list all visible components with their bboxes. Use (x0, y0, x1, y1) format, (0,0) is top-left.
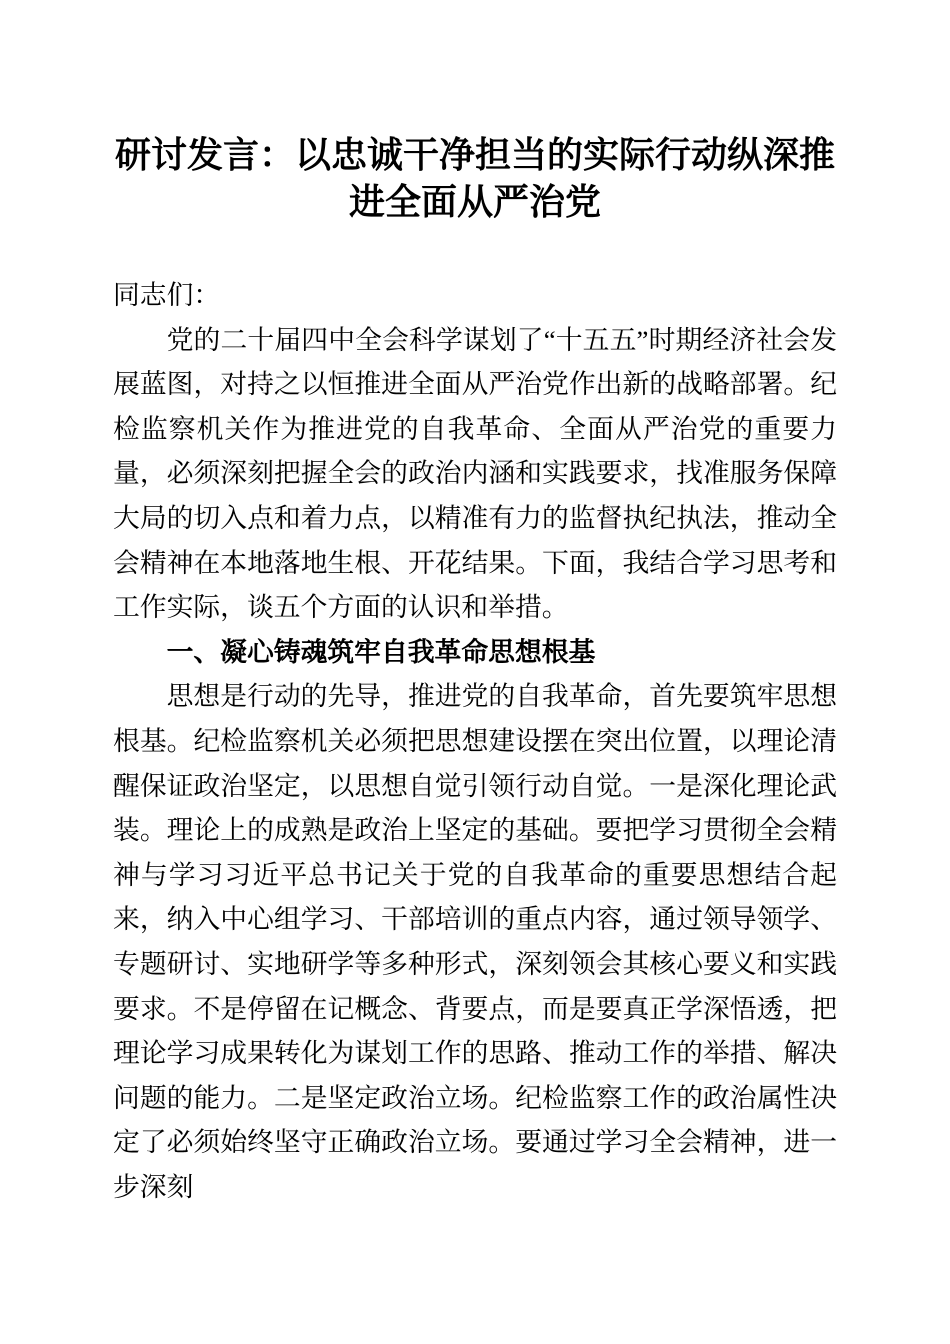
section-1-body: 思想是行动的先导，推进党的自我革命，首先要筑牢思想根基。纪检监察机关必须把思想建设摆在突出位置，以理论清醒保证政治坚定，以思想自觉引领行动自觉。一是深化理论武装。理论上的成熟是政治上坚定的基础。要把学习贯彻全会精神与学习习近平总书记关于党的自我革命的重要思想结合起来，纳入中心组学习、干部培训的重点内容，通过领导领学、专题研讨、实地研学等多种形式，深刻领会其核心要义和实践要求。不是停留在记概念、背要点，而是要真正学深悟透，把理论学习成果转化为谋划工作的思路、推动工作的举措、解决问题的能力。二是坚定政治立场。纪检监察工作的政治属性决定了必须始终坚守正确政治立场。要通过学习全会精神，进一步深刻 (113, 681, 837, 1202)
intro-paragraph: 党的二十届四中全会科学谋划了“十五五”时期经济社会发展蓝图，对持之以恒推进全面从严治党作出新的战略部署。纪检监察机关作为推进党的自我革命、全面从严治党的重要力量，必须深刻把握全会的政治内涵和实践要求，找准服务保障大局的切入点和着力点，以精准有力的监督执纪执法，推动全会精神在本地落地生根、开花结果。下面，我结合学习思考和工作实际，谈五个方面的认识和举措。 (113, 324, 837, 623)
section-1-heading: 一、凝心铸魂筑牢自我革命思想根基 (166, 636, 596, 667)
salutation: 同志们： (113, 280, 221, 310)
document-title: 研讨发言：以忠诚干净担当的实际行动纵深推进全面从严治党 (114, 135, 835, 222)
